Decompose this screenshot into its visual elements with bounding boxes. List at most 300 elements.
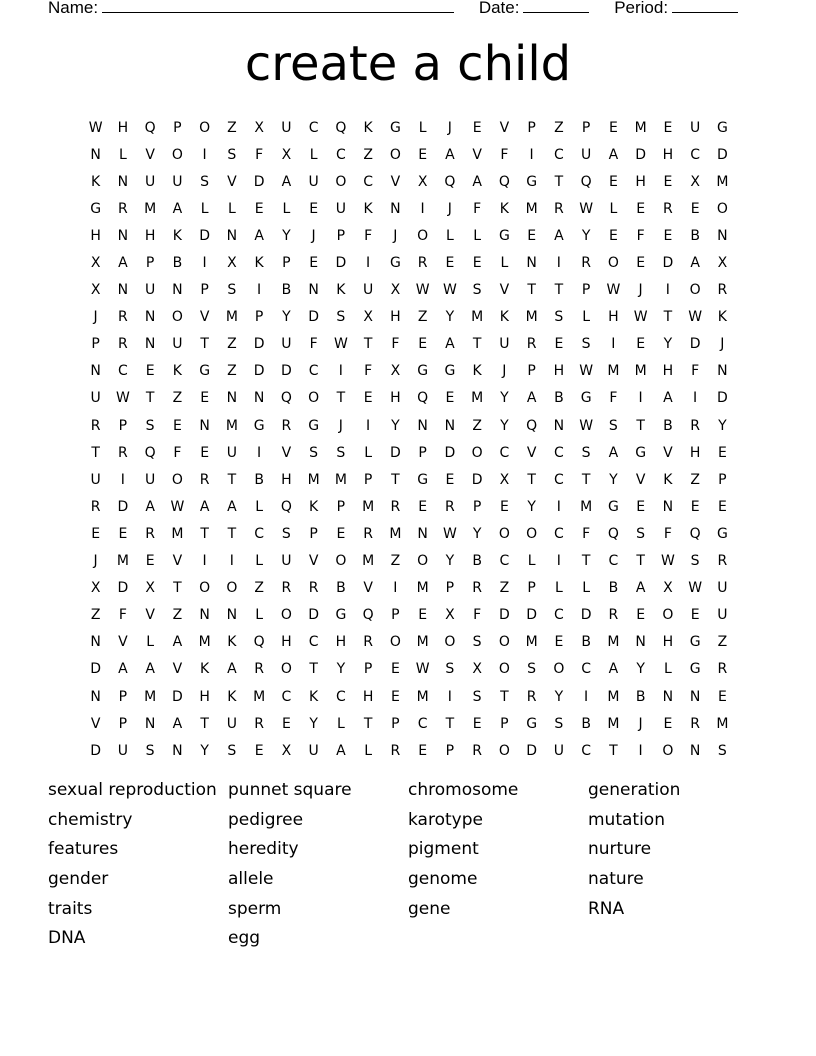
grid-letter[interactable]: H bbox=[390, 390, 401, 407]
grid-letter[interactable]: G bbox=[689, 634, 701, 651]
grid-letter[interactable]: H bbox=[553, 363, 565, 380]
grid-letter[interactable]: E bbox=[418, 336, 428, 353]
grid-letter[interactable]: O bbox=[417, 553, 429, 570]
grid-letter[interactable]: J bbox=[447, 200, 452, 217]
grid-letter[interactable]: J bbox=[93, 309, 98, 326]
grid-letter[interactable]: F bbox=[691, 363, 700, 380]
period-field[interactable] bbox=[672, 0, 738, 13]
grid-letter[interactable]: O bbox=[199, 119, 211, 136]
grid-letter[interactable]: S bbox=[636, 525, 646, 542]
grid-letter[interactable]: Y bbox=[472, 525, 482, 542]
grid-letter[interactable]: A bbox=[145, 498, 155, 515]
grid-letter[interactable]: S bbox=[336, 309, 346, 326]
grid-letter[interactable]: V bbox=[526, 444, 537, 461]
grid-letter[interactable]: A bbox=[608, 444, 619, 461]
grid-letter[interactable]: W bbox=[579, 363, 594, 380]
grid-letter[interactable]: Q bbox=[498, 173, 510, 190]
grid-letter[interactable]: Y bbox=[636, 661, 645, 678]
grid-letter[interactable]: L bbox=[554, 580, 563, 597]
grid-letter[interactable]: C bbox=[553, 607, 564, 624]
grid-letter[interactable]: U bbox=[117, 742, 128, 759]
grid-letter[interactable]: H bbox=[362, 688, 374, 705]
grid-letter[interactable]: R bbox=[581, 255, 591, 272]
grid-letter[interactable]: W bbox=[688, 309, 703, 326]
grid-letter[interactable]: Y bbox=[554, 688, 564, 705]
grid-letter[interactable]: X bbox=[390, 282, 401, 299]
grid-letter[interactable]: E bbox=[636, 607, 646, 624]
grid-letter[interactable]: X bbox=[227, 255, 237, 272]
grid-letter[interactable]: C bbox=[117, 363, 128, 380]
grid-letter[interactable]: T bbox=[391, 471, 400, 488]
grid-letter[interactable]: H bbox=[144, 227, 156, 244]
grid-letter[interactable]: F bbox=[609, 390, 618, 407]
grid-letter[interactable]: E bbox=[554, 634, 564, 651]
grid-letter[interactable]: O bbox=[689, 282, 701, 299]
grid-letter[interactable]: O bbox=[280, 661, 292, 678]
grid-letter[interactable]: T bbox=[363, 336, 373, 353]
grid-letter[interactable]: Z bbox=[417, 309, 428, 326]
grid-letter[interactable]: A bbox=[172, 200, 183, 217]
grid-letter[interactable]: V bbox=[472, 146, 482, 163]
grid-letter[interactable]: S bbox=[200, 173, 210, 190]
grid-letter[interactable]: S bbox=[554, 309, 564, 326]
grid-letter[interactable]: M bbox=[116, 553, 129, 570]
grid-letter[interactable]: T bbox=[200, 715, 209, 732]
grid-letter[interactable]: U bbox=[553, 742, 564, 759]
grid-letter[interactable]: V bbox=[663, 444, 673, 461]
grid-letter[interactable]: X bbox=[363, 309, 373, 326]
grid-letter[interactable]: T bbox=[527, 471, 536, 488]
grid-letter[interactable]: T bbox=[636, 553, 645, 570]
grid-letter[interactable]: I bbox=[338, 363, 343, 380]
grid-letter[interactable]: M bbox=[716, 173, 729, 190]
grid-letter[interactable]: N bbox=[90, 146, 101, 163]
grid-letter[interactable]: T bbox=[527, 282, 536, 299]
grid-letter[interactable]: M bbox=[525, 309, 538, 326]
grid-letter[interactable]: Y bbox=[391, 417, 400, 434]
grid-letter[interactable]: P bbox=[309, 525, 318, 542]
grid-letter[interactable]: A bbox=[526, 390, 537, 407]
grid-letter[interactable]: D bbox=[444, 444, 456, 461]
grid-letter[interactable]: E bbox=[663, 173, 673, 190]
grid-letter[interactable]: T bbox=[309, 661, 318, 678]
grid-letter[interactable]: K bbox=[172, 227, 182, 244]
grid-letter[interactable]: C bbox=[553, 525, 564, 542]
grid-letter[interactable]: U bbox=[690, 119, 701, 136]
grid-letter[interactable]: E bbox=[663, 119, 673, 136]
grid-letter[interactable]: X bbox=[145, 580, 155, 597]
grid-letter[interactable]: U bbox=[281, 553, 292, 570]
grid-letter[interactable]: E bbox=[717, 498, 727, 515]
grid-letter[interactable]: P bbox=[363, 471, 373, 488]
grid-letter[interactable]: L bbox=[364, 444, 373, 461]
grid-letter[interactable]: V bbox=[172, 661, 183, 678]
grid-letter[interactable]: R bbox=[608, 607, 619, 624]
grid-letter[interactable]: E bbox=[445, 471, 455, 488]
grid-letter[interactable]: V bbox=[118, 634, 128, 651]
grid-letter[interactable]: B bbox=[254, 471, 264, 488]
grid-letter[interactable]: L bbox=[227, 200, 236, 217]
grid-letter[interactable]: R bbox=[472, 742, 482, 759]
grid-letter[interactable]: K bbox=[200, 661, 210, 678]
grid-letter[interactable]: F bbox=[636, 227, 645, 244]
grid-letter[interactable]: L bbox=[118, 146, 127, 163]
grid-letter[interactable]: Y bbox=[663, 336, 673, 353]
grid-letter[interactable]: O bbox=[444, 634, 456, 651]
grid-letter[interactable]: S bbox=[690, 553, 700, 570]
grid-letter[interactable]: I bbox=[611, 336, 616, 353]
grid-letter[interactable]: P bbox=[581, 119, 591, 136]
grid-letter[interactable]: P bbox=[336, 227, 346, 244]
grid-letter[interactable]: Q bbox=[253, 634, 265, 651]
grid-letter[interactable]: O bbox=[498, 525, 510, 542]
grid-letter[interactable]: P bbox=[363, 661, 373, 678]
grid-letter[interactable]: E bbox=[472, 119, 482, 136]
grid-letter[interactable]: H bbox=[662, 634, 674, 651]
grid-letter[interactable]: O bbox=[498, 742, 510, 759]
grid-letter[interactable]: M bbox=[471, 309, 484, 326]
grid-letter[interactable]: W bbox=[442, 282, 457, 299]
grid-letter[interactable]: S bbox=[581, 444, 591, 461]
grid-letter[interactable]: I bbox=[665, 282, 670, 299]
grid-letter[interactable]: M bbox=[389, 525, 402, 542]
grid-letter[interactable]: B bbox=[472, 553, 482, 570]
grid-letter[interactable]: C bbox=[363, 173, 374, 190]
grid-letter[interactable]: I bbox=[120, 471, 125, 488]
grid-letter[interactable]: H bbox=[281, 634, 292, 651]
grid-letter[interactable]: N bbox=[226, 607, 238, 624]
grid-letter[interactable]: P bbox=[718, 471, 727, 488]
grid-letter[interactable]: Y bbox=[445, 309, 455, 326]
grid-letter[interactable]: E bbox=[172, 417, 182, 434]
grid-letter[interactable]: G bbox=[498, 227, 510, 244]
grid-letter[interactable]: O bbox=[171, 309, 183, 326]
grid-letter[interactable]: E bbox=[145, 363, 155, 380]
grid-letter[interactable]: O bbox=[526, 525, 538, 542]
grid-letter[interactable]: G bbox=[90, 200, 102, 217]
grid-letter[interactable]: X bbox=[499, 471, 510, 488]
grid-letter[interactable]: S bbox=[281, 525, 291, 542]
grid-letter[interactable]: X bbox=[663, 580, 673, 597]
grid-letter[interactable]: K bbox=[227, 634, 237, 651]
grid-letter[interactable]: F bbox=[118, 607, 127, 624]
grid-letter[interactable]: I bbox=[420, 200, 425, 217]
grid-letter[interactable]: R bbox=[199, 471, 210, 488]
grid-letter[interactable]: V bbox=[363, 580, 373, 597]
grid-letter[interactable]: V bbox=[635, 471, 646, 488]
grid-letter[interactable]: N bbox=[662, 688, 674, 705]
grid-letter[interactable]: N bbox=[689, 688, 701, 705]
grid-letter[interactable]: O bbox=[553, 661, 565, 678]
grid-letter[interactable]: O bbox=[389, 146, 401, 163]
grid-letter[interactable]: K bbox=[472, 363, 482, 380]
grid-letter[interactable]: M bbox=[307, 471, 320, 488]
grid-letter[interactable]: M bbox=[634, 119, 647, 136]
grid-letter[interactable]: M bbox=[607, 634, 620, 651]
grid-letter[interactable]: E bbox=[363, 390, 373, 407]
grid-letter[interactable]: C bbox=[608, 553, 619, 570]
grid-letter[interactable]: E bbox=[717, 688, 727, 705]
grid-letter[interactable]: A bbox=[145, 661, 155, 678]
grid-letter[interactable]: N bbox=[117, 227, 129, 244]
grid-letter[interactable]: R bbox=[526, 336, 537, 353]
grid-letter[interactable]: T bbox=[581, 471, 591, 488]
grid-letter[interactable]: E bbox=[418, 146, 428, 163]
grid-letter[interactable]: R bbox=[554, 200, 564, 217]
grid-letter[interactable]: Z bbox=[90, 607, 101, 624]
grid-letter[interactable]: E bbox=[254, 200, 264, 217]
grid-letter[interactable]: C bbox=[581, 742, 592, 759]
grid-letter[interactable]: O bbox=[389, 634, 401, 651]
grid-letter[interactable]: C bbox=[254, 525, 265, 542]
grid-letter[interactable]: E bbox=[608, 119, 618, 136]
grid-letter[interactable]: E bbox=[91, 525, 101, 542]
grid-letter[interactable]: K bbox=[172, 363, 182, 380]
grid-letter[interactable]: E bbox=[390, 688, 400, 705]
grid-letter[interactable]: U bbox=[581, 146, 592, 163]
grid-letter[interactable]: D bbox=[308, 607, 320, 624]
grid-letter[interactable]: D bbox=[335, 255, 347, 272]
grid-letter[interactable]: E bbox=[663, 715, 673, 732]
grid-letter[interactable]: N bbox=[90, 363, 101, 380]
grid-letter[interactable]: Q bbox=[526, 417, 538, 434]
grid-letter[interactable]: A bbox=[663, 390, 673, 407]
grid-letter[interactable]: O bbox=[498, 634, 510, 651]
grid-letter[interactable]: N bbox=[635, 634, 646, 651]
grid-letter[interactable]: I bbox=[257, 282, 262, 299]
grid-letter[interactable]: U bbox=[145, 471, 156, 488]
grid-letter[interactable]: A bbox=[336, 742, 346, 759]
grid-letter[interactable]: E bbox=[663, 227, 673, 244]
grid-letter[interactable]: R bbox=[390, 498, 401, 515]
grid-letter[interactable]: X bbox=[417, 173, 428, 190]
grid-letter[interactable]: L bbox=[336, 715, 345, 732]
grid-letter[interactable]: Q bbox=[689, 525, 701, 542]
grid-letter[interactable]: W bbox=[688, 580, 703, 597]
grid-letter[interactable]: D bbox=[171, 688, 183, 705]
grid-letter[interactable]: X bbox=[90, 255, 101, 272]
grid-letter[interactable]: W bbox=[633, 309, 648, 326]
grid-letter[interactable]: T bbox=[554, 282, 564, 299]
grid-letter[interactable]: N bbox=[226, 227, 238, 244]
grid-letter[interactable]: N bbox=[117, 173, 129, 190]
grid-letter[interactable]: I bbox=[366, 255, 371, 272]
grid-letter[interactable]: R bbox=[145, 525, 155, 542]
grid-letter[interactable]: E bbox=[527, 227, 537, 244]
grid-letter[interactable]: L bbox=[200, 200, 209, 217]
grid-letter[interactable]: U bbox=[717, 607, 728, 624]
grid-letter[interactable]: E bbox=[690, 498, 700, 515]
grid-letter[interactable]: O bbox=[335, 173, 347, 190]
grid-letter[interactable]: C bbox=[553, 471, 564, 488]
grid-letter[interactable]: J bbox=[638, 282, 643, 299]
grid-letter[interactable]: B bbox=[663, 417, 673, 434]
grid-letter[interactable]: C bbox=[417, 715, 428, 732]
grid-letter[interactable]: C bbox=[553, 444, 564, 461]
grid-letter[interactable]: U bbox=[717, 580, 728, 597]
grid-letter[interactable]: G bbox=[335, 607, 347, 624]
grid-letter[interactable]: K bbox=[309, 498, 319, 515]
grid-letter[interactable]: V bbox=[308, 553, 319, 570]
name-field[interactable] bbox=[102, 0, 454, 13]
grid-letter[interactable]: E bbox=[254, 742, 264, 759]
grid-letter[interactable]: H bbox=[281, 471, 292, 488]
grid-letter[interactable]: B bbox=[336, 580, 346, 597]
grid-letter[interactable]: E bbox=[418, 607, 428, 624]
grid-letter[interactable]: T bbox=[609, 742, 618, 759]
grid-letter[interactable]: F bbox=[309, 336, 318, 353]
grid-letter[interactable]: D bbox=[526, 742, 538, 759]
grid-letter[interactable]: P bbox=[91, 336, 100, 353]
grid-letter[interactable]: L bbox=[146, 634, 155, 651]
grid-letter[interactable]: R bbox=[690, 417, 700, 434]
grid-letter[interactable]: M bbox=[334, 471, 347, 488]
grid-letter[interactable]: D bbox=[253, 173, 265, 190]
grid-letter[interactable]: R bbox=[118, 336, 128, 353]
grid-letter[interactable]: R bbox=[118, 309, 128, 326]
grid-letter[interactable]: J bbox=[720, 336, 725, 353]
grid-letter[interactable]: H bbox=[199, 688, 210, 705]
grid-letter[interactable]: R bbox=[363, 525, 373, 542]
grid-letter[interactable]: X bbox=[717, 255, 728, 272]
grid-letter[interactable]: I bbox=[529, 146, 534, 163]
grid-letter[interactable]: K bbox=[336, 282, 346, 299]
grid-letter[interactable]: R bbox=[690, 715, 700, 732]
grid-letter[interactable]: R bbox=[281, 417, 292, 434]
grid-letter[interactable]: V bbox=[90, 715, 101, 732]
grid-letter[interactable]: K bbox=[663, 471, 673, 488]
date-field[interactable] bbox=[523, 0, 589, 13]
grid-letter[interactable]: D bbox=[117, 580, 129, 597]
grid-letter[interactable]: H bbox=[90, 227, 101, 244]
grid-letter[interactable]: G bbox=[308, 417, 320, 434]
grid-letter[interactable]: P bbox=[500, 715, 509, 732]
grid-letter[interactable]: A bbox=[199, 498, 210, 515]
grid-letter[interactable]: I bbox=[638, 742, 643, 759]
grid-letter[interactable]: N bbox=[199, 417, 210, 434]
grid-letter[interactable]: T bbox=[663, 309, 673, 326]
grid-letter[interactable]: O bbox=[171, 471, 183, 488]
grid-letter[interactable]: N bbox=[172, 742, 183, 759]
grid-letter[interactable]: X bbox=[690, 173, 700, 190]
grid-letter[interactable]: S bbox=[227, 146, 237, 163]
grid-letter[interactable]: R bbox=[254, 715, 264, 732]
grid-letter[interactable]: Y bbox=[500, 417, 509, 434]
grid-letter[interactable]: V bbox=[145, 607, 155, 624]
grid-letter[interactable]: P bbox=[282, 255, 291, 272]
grid-letter[interactable]: I bbox=[366, 417, 371, 434]
grid-letter[interactable]: O bbox=[199, 580, 211, 597]
grid-letter[interactable]: Y bbox=[609, 471, 618, 488]
grid-letter[interactable]: S bbox=[472, 634, 482, 651]
grid-letter[interactable]: K bbox=[309, 688, 319, 705]
grid-letter[interactable]: G bbox=[389, 255, 401, 272]
grid-letter[interactable]: U bbox=[308, 173, 319, 190]
grid-letter[interactable]: W bbox=[415, 282, 430, 299]
grid-letter[interactable]: A bbox=[118, 255, 128, 272]
grid-letter[interactable]: H bbox=[662, 146, 674, 163]
grid-letter[interactable]: W bbox=[170, 498, 185, 515]
grid-letter[interactable]: L bbox=[445, 227, 454, 244]
grid-letter[interactable]: A bbox=[118, 661, 128, 678]
grid-letter[interactable]: C bbox=[308, 363, 319, 380]
grid-letter[interactable]: U bbox=[363, 282, 374, 299]
grid-letter[interactable]: R bbox=[254, 661, 264, 678]
grid-letter[interactable]: Z bbox=[172, 390, 183, 407]
grid-letter[interactable]: A bbox=[690, 255, 700, 272]
grid-letter[interactable]: I bbox=[638, 390, 643, 407]
grid-letter[interactable]: B bbox=[608, 580, 619, 597]
grid-letter[interactable]: H bbox=[390, 309, 401, 326]
grid-letter[interactable]: F bbox=[500, 146, 509, 163]
grid-letter[interactable]: B bbox=[581, 715, 591, 732]
grid-letter[interactable]: N bbox=[144, 715, 156, 732]
grid-letter[interactable]: L bbox=[309, 146, 318, 163]
grid-letter[interactable]: I bbox=[556, 255, 561, 272]
grid-letter[interactable]: Z bbox=[227, 119, 237, 136]
grid-letter[interactable]: M bbox=[171, 525, 184, 542]
grid-letter[interactable]: M bbox=[634, 363, 647, 380]
grid-letter[interactable]: Q bbox=[607, 525, 619, 542]
grid-letter[interactable]: Z bbox=[717, 634, 728, 651]
grid-letter[interactable]: E bbox=[499, 498, 509, 515]
grid-letter[interactable]: A bbox=[445, 146, 455, 163]
grid-letter[interactable]: H bbox=[117, 119, 129, 136]
grid-letter[interactable]: F bbox=[364, 227, 373, 244]
grid-letter[interactable]: F bbox=[364, 363, 373, 380]
grid-letter[interactable]: M bbox=[144, 200, 157, 217]
grid-letter[interactable]: Z bbox=[499, 580, 510, 597]
grid-letter[interactable]: P bbox=[527, 363, 536, 380]
grid-letter[interactable]: N bbox=[253, 390, 265, 407]
grid-letter[interactable]: Y bbox=[581, 227, 591, 244]
grid-letter[interactable]: L bbox=[582, 309, 591, 326]
grid-letter[interactable]: P bbox=[118, 715, 128, 732]
grid-letter[interactable]: I bbox=[202, 553, 207, 570]
grid-letter[interactable]: Z bbox=[554, 119, 564, 136]
grid-letter[interactable]: T bbox=[636, 417, 645, 434]
grid-letter[interactable]: L bbox=[364, 742, 373, 759]
grid-letter[interactable]: R bbox=[118, 444, 128, 461]
grid-letter[interactable]: Z bbox=[227, 336, 237, 353]
grid-letter[interactable]: U bbox=[90, 390, 101, 407]
grid-letter[interactable]: F bbox=[582, 525, 591, 542]
grid-letter[interactable]: S bbox=[527, 661, 537, 678]
grid-letter[interactable]: S bbox=[554, 715, 564, 732]
grid-letter[interactable]: H bbox=[689, 444, 701, 461]
grid-letter[interactable]: K bbox=[499, 309, 509, 326]
grid-letter[interactable]: S bbox=[227, 282, 237, 299]
grid-letter[interactable]: X bbox=[390, 363, 401, 380]
grid-letter[interactable]: A bbox=[445, 336, 455, 353]
grid-letter[interactable]: D bbox=[199, 227, 211, 244]
grid-letter[interactable]: X bbox=[254, 119, 264, 136]
grid-letter[interactable]: E bbox=[636, 255, 646, 272]
grid-letter[interactable]: I bbox=[257, 444, 262, 461]
grid-letter[interactable]: S bbox=[581, 336, 591, 353]
grid-letter[interactable]: E bbox=[281, 715, 291, 732]
grid-letter[interactable]: S bbox=[145, 417, 155, 434]
grid-letter[interactable]: M bbox=[607, 715, 620, 732]
grid-letter[interactable]: G bbox=[607, 498, 619, 515]
grid-letter[interactable]: P bbox=[445, 580, 455, 597]
grid-letter[interactable]: P bbox=[336, 498, 346, 515]
grid-letter[interactable]: N bbox=[144, 336, 156, 353]
grid-letter[interactable]: L bbox=[663, 661, 672, 678]
grid-letter[interactable]: P bbox=[118, 417, 128, 434]
grid-letter[interactable]: Q bbox=[280, 390, 292, 407]
grid-letter[interactable]: T bbox=[472, 336, 482, 353]
